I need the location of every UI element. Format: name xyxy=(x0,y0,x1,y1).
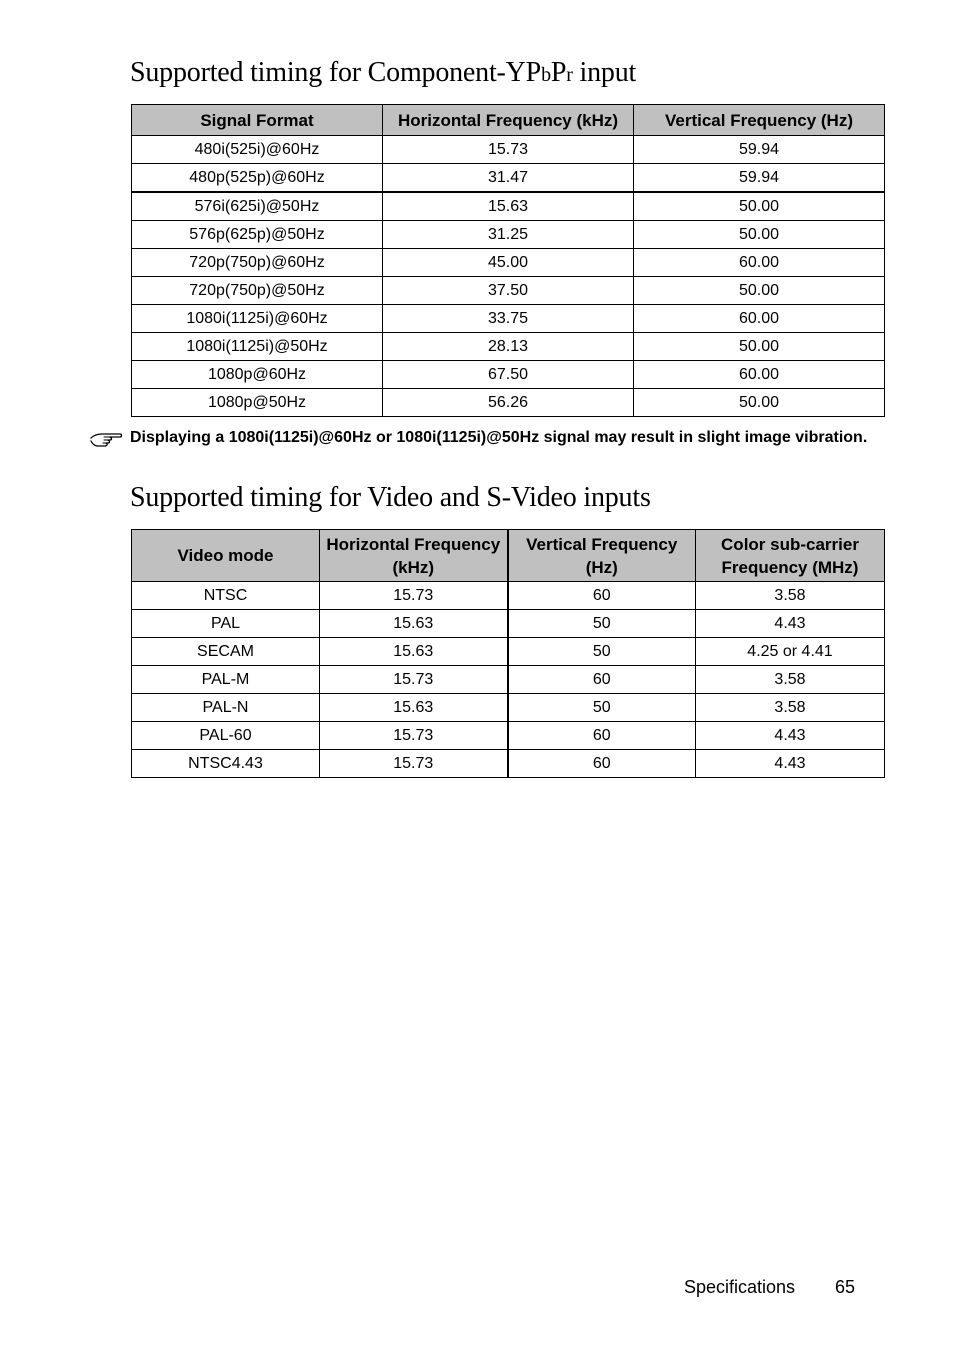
component-timing-table xyxy=(131,104,885,417)
table-cell: NTSC xyxy=(132,582,320,610)
pointing-hand-icon xyxy=(90,429,128,449)
table-cell: 1080p@50Hz xyxy=(132,389,383,417)
table-row xyxy=(132,249,885,277)
table-cell: 576i(625i)@50Hz xyxy=(132,192,383,221)
table-cell: 4.25 or 4.41 xyxy=(696,638,885,666)
table-cell: 15.73 xyxy=(320,582,508,610)
table-row xyxy=(132,221,885,249)
table-cell: 3.58 xyxy=(696,694,885,722)
table-cell: 15.63 xyxy=(320,638,508,666)
video-timing-table xyxy=(131,529,885,778)
table-row xyxy=(132,277,885,305)
table-cell: 60 xyxy=(508,582,696,610)
table-cell: 1080i(1125i)@50Hz xyxy=(132,333,383,361)
table-row xyxy=(132,361,885,389)
table-cell: PAL-M xyxy=(132,666,320,694)
table-cell: 3.58 xyxy=(696,582,885,610)
table-cell: 56.26 xyxy=(383,389,634,417)
table-cell: PAL xyxy=(132,610,320,638)
table-cell: 1080i(1125i)@60Hz xyxy=(132,305,383,333)
table-cell: 3.58 xyxy=(696,666,885,694)
table-cell: PAL-60 xyxy=(132,722,320,750)
note-text: Displaying a 1080i(1125i)@60Hz or 1080i(1125i)@50Hz signal may result in slight image vibration. xyxy=(130,429,868,446)
table-cell: 60 xyxy=(508,722,696,750)
column-header: Video mode xyxy=(132,530,320,582)
table-cell: 480i(525i)@60Hz xyxy=(132,136,383,164)
footer-section-name: Specifications xyxy=(684,1277,796,1297)
table-cell: PAL-N xyxy=(132,694,320,722)
column-header: Horizontal Frequency (kHz) xyxy=(320,530,508,582)
table-row xyxy=(132,666,885,694)
table-cell: 60 xyxy=(508,666,696,694)
table-cell: 45.00 xyxy=(383,249,634,277)
page-number: 65 xyxy=(835,1277,856,1297)
table-cell: 31.25 xyxy=(383,221,634,249)
table-cell: 50.00 xyxy=(634,389,885,417)
column-header: Vertical Frequency (Hz) xyxy=(508,530,696,582)
table-row xyxy=(132,305,885,333)
column-header: Color sub-carrier Frequency (MHz) xyxy=(696,530,885,582)
table-cell: 31.47 xyxy=(383,164,634,193)
video-timing-heading: Supported timing for Video and S-Video inputs xyxy=(130,482,651,513)
table-cell: 60.00 xyxy=(634,305,885,333)
column-header: Vertical Frequency (Hz) xyxy=(634,105,885,136)
table-cell: 33.75 xyxy=(383,305,634,333)
table-cell: 59.94 xyxy=(634,136,885,164)
table-cell: 15.63 xyxy=(320,694,508,722)
table-cell: 4.43 xyxy=(696,722,885,750)
table-cell: 720p(750p)@50Hz xyxy=(132,277,383,305)
table-cell: 15.73 xyxy=(320,722,508,750)
table-row xyxy=(132,192,885,221)
table-row xyxy=(132,638,885,666)
column-header: Signal Format xyxy=(132,105,383,136)
table-cell: SECAM xyxy=(132,638,320,666)
table-cell: 59.94 xyxy=(634,164,885,193)
table-row xyxy=(132,333,885,361)
table-row xyxy=(132,750,885,778)
table-cell: 15.73 xyxy=(320,750,508,778)
column-header: Horizontal Frequency (kHz) xyxy=(383,105,634,136)
table-row xyxy=(132,389,885,417)
table-cell: 50.00 xyxy=(634,221,885,249)
table-row xyxy=(132,582,885,610)
table-cell: 50.00 xyxy=(634,277,885,305)
table-cell: 37.50 xyxy=(383,277,634,305)
table-cell: 15.63 xyxy=(320,610,508,638)
table-cell: 50.00 xyxy=(634,333,885,361)
component-timing-heading: Supported timing for Component-YPbPr input xyxy=(130,57,637,88)
table-cell: 1080p@60Hz xyxy=(132,361,383,389)
table-cell: 15.73 xyxy=(383,136,634,164)
table-header-row xyxy=(132,530,885,582)
table-cell: 60 xyxy=(508,750,696,778)
table-header-row xyxy=(132,105,885,136)
table-row xyxy=(132,164,885,193)
table-row xyxy=(132,722,885,750)
table-cell: 576p(625p)@50Hz xyxy=(132,221,383,249)
table-cell: 50.00 xyxy=(634,192,885,221)
table-cell: 4.43 xyxy=(696,610,885,638)
table-row xyxy=(132,610,885,638)
table-cell: 720p(750p)@60Hz xyxy=(132,249,383,277)
table-cell: 28.13 xyxy=(383,333,634,361)
table-cell: 67.50 xyxy=(383,361,634,389)
table-cell: NTSC4.43 xyxy=(132,750,320,778)
table-cell: 50 xyxy=(508,638,696,666)
table-cell: 4.43 xyxy=(696,750,885,778)
table-cell: 15.73 xyxy=(320,666,508,694)
table-row xyxy=(132,136,885,164)
table-cell: 15.63 xyxy=(383,192,634,221)
table-cell: 50 xyxy=(508,610,696,638)
table-cell: 60.00 xyxy=(634,249,885,277)
table-cell: 60.00 xyxy=(634,361,885,389)
table-cell: 50 xyxy=(508,694,696,722)
table-row xyxy=(132,694,885,722)
table-cell: 480p(525p)@60Hz xyxy=(132,164,383,193)
